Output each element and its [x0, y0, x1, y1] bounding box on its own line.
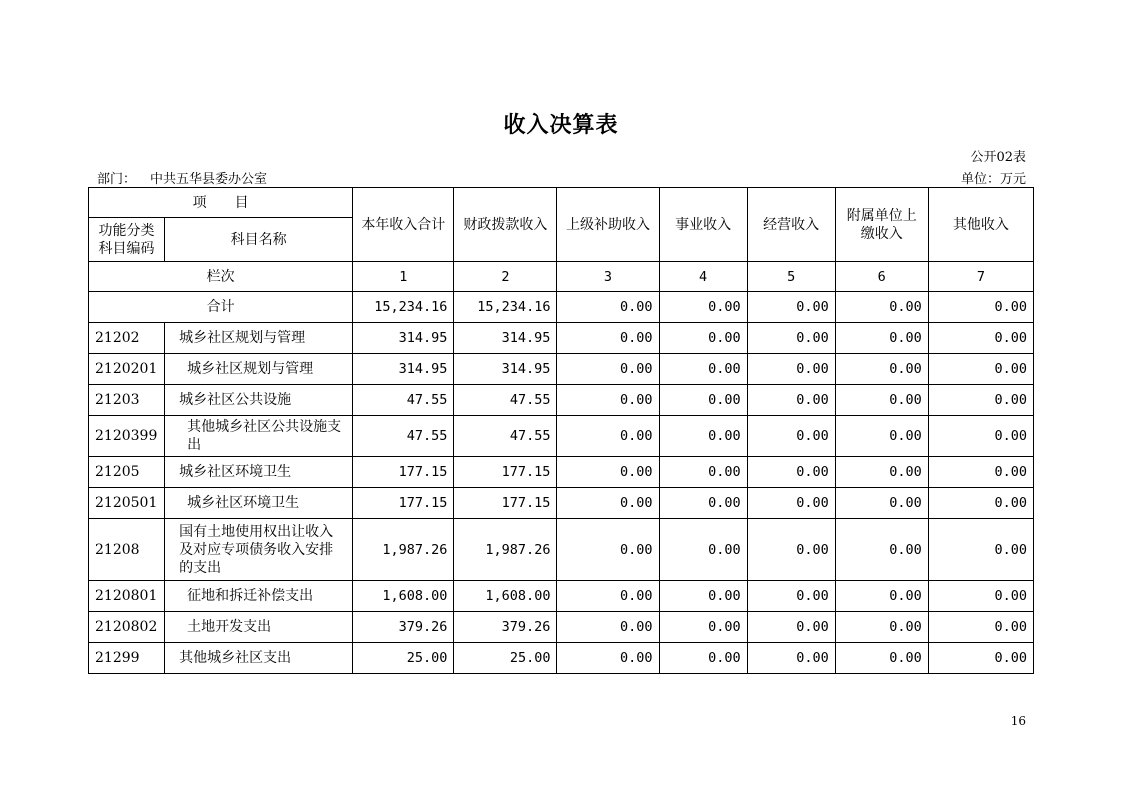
amount-cell: 0.00	[835, 612, 928, 643]
amount-cell: 0.00	[747, 457, 835, 488]
subject-name: 国有土地使用权出让收入及对应专项债务收入安排的支出	[165, 519, 353, 581]
subject-name: 其他城乡社区公共设施支出	[165, 416, 353, 457]
amount-cell: 314.95	[353, 354, 454, 385]
amount-cell: 0.00	[928, 612, 1033, 643]
amount-cell: 0.00	[835, 581, 928, 612]
amount-cell: 0.00	[747, 612, 835, 643]
subject-code: 2120501	[89, 488, 165, 519]
amount-cell: 0.00	[557, 457, 659, 488]
subject-name: 城乡社区环境卫生	[165, 457, 353, 488]
header-code: 功能分类 科目编码	[89, 218, 165, 262]
table-row	[89, 416, 1034, 457]
subject-code: 21203	[89, 385, 165, 416]
amount-cell: 177.15	[353, 488, 454, 519]
header-col-3: 上级补助收入	[557, 188, 659, 262]
amount-cell: 25.00	[353, 643, 454, 674]
amount-cell: 0.00	[928, 519, 1033, 581]
department-line	[97, 168, 267, 187]
table-row	[89, 354, 1034, 385]
amount-cell: 0.00	[835, 385, 928, 416]
report-title: 收入决算表	[503, 112, 619, 138]
amount-cell: 0.00	[928, 643, 1033, 674]
table-row	[89, 581, 1034, 612]
col-number: 5	[747, 262, 835, 292]
table-row	[89, 612, 1034, 643]
amount-cell: 0.00	[835, 457, 928, 488]
amount-cell: 0.00	[835, 323, 928, 354]
income-table	[88, 187, 1034, 674]
total-value: 15,234.16	[353, 292, 454, 323]
header-project: 项 目	[89, 188, 353, 218]
amount-cell: 0.00	[557, 385, 659, 416]
subject-code: 21299	[89, 643, 165, 674]
amount-cell: 0.00	[747, 416, 835, 457]
header-row-1	[89, 188, 1034, 218]
amount-cell: 0.00	[557, 519, 659, 581]
amount-cell: 0.00	[747, 519, 835, 581]
row-label: 栏次	[89, 262, 353, 292]
subject-code: 2120802	[89, 612, 165, 643]
amount-cell: 0.00	[747, 385, 835, 416]
total-value: 0.00	[835, 292, 928, 323]
subject-code: 2120201	[89, 354, 165, 385]
amount-cell: 0.00	[747, 488, 835, 519]
amount-cell: 47.55	[454, 385, 557, 416]
total-value: 0.00	[747, 292, 835, 323]
amount-cell: 1,987.26	[353, 519, 454, 581]
amount-cell: 0.00	[835, 416, 928, 457]
col-number: 2	[454, 262, 557, 292]
amount-cell: 314.95	[454, 323, 557, 354]
amount-cell: 0.00	[928, 354, 1033, 385]
table-row	[89, 643, 1034, 674]
header-col-1: 本年收入合计	[353, 188, 454, 262]
total-row	[89, 292, 1034, 323]
amount-cell: 0.00	[557, 416, 659, 457]
header-name: 科目名称	[165, 218, 353, 262]
amount-cell: 1,608.00	[454, 581, 557, 612]
total-value: 0.00	[659, 292, 747, 323]
amount-cell: 0.00	[557, 488, 659, 519]
col-number: 4	[659, 262, 747, 292]
header-col-5: 经营收入	[747, 188, 835, 262]
amount-cell: 0.00	[928, 416, 1033, 457]
amount-cell: 47.55	[454, 416, 557, 457]
subject-code: 21205	[89, 457, 165, 488]
amount-cell: 1,608.00	[353, 581, 454, 612]
amount-cell: 0.00	[557, 612, 659, 643]
amount-cell: 0.00	[659, 519, 747, 581]
header-col-7: 其他收入	[928, 188, 1033, 262]
amount-cell: 177.15	[454, 457, 557, 488]
amount-cell: 0.00	[557, 643, 659, 674]
subject-name: 其他城乡社区支出	[165, 643, 353, 674]
table-row	[89, 323, 1034, 354]
amount-cell: 314.95	[454, 354, 557, 385]
amount-cell: 47.55	[353, 416, 454, 457]
table-row	[89, 488, 1034, 519]
amount-cell: 1,987.26	[454, 519, 557, 581]
amount-cell: 25.00	[454, 643, 557, 674]
subject-name: 城乡社区公共设施	[165, 385, 353, 416]
total-value: 0.00	[928, 292, 1033, 323]
col-number: 6	[835, 262, 928, 292]
amount-cell: 0.00	[747, 643, 835, 674]
amount-cell: 0.00	[747, 354, 835, 385]
amount-cell: 0.00	[835, 643, 928, 674]
table-row	[89, 519, 1034, 581]
subject-name: 城乡社区规划与管理	[165, 354, 353, 385]
amount-cell: 177.15	[353, 457, 454, 488]
subject-name: 土地开发支出	[165, 612, 353, 643]
subject-code: 21208	[89, 519, 165, 581]
amount-cell: 314.95	[353, 323, 454, 354]
amount-cell: 47.55	[353, 385, 454, 416]
total-value: 0.00	[557, 292, 659, 323]
amount-cell: 177.15	[454, 488, 557, 519]
form-number: 公开02表	[970, 150, 1026, 165]
amount-cell: 0.00	[928, 385, 1033, 416]
subject-code: 2120801	[89, 581, 165, 612]
amount-cell: 0.00	[659, 581, 747, 612]
amount-cell: 0.00	[835, 354, 928, 385]
amount-cell: 0.00	[659, 354, 747, 385]
subject-code: 2120399	[89, 416, 165, 457]
amount-cell: 0.00	[928, 581, 1033, 612]
amount-cell: 0.00	[659, 612, 747, 643]
amount-cell: 0.00	[659, 488, 747, 519]
amount-cell: 0.00	[557, 323, 659, 354]
amount-cell: 0.00	[659, 643, 747, 674]
amount-cell: 0.00	[835, 488, 928, 519]
col-number: 7	[928, 262, 1033, 292]
total-value: 15,234.16	[454, 292, 557, 323]
unit-label: 单位：万元	[960, 172, 1026, 187]
subject-name: 城乡社区环境卫生	[165, 488, 353, 519]
table-row	[89, 457, 1034, 488]
header-col-6: 附属单位上 缴收入	[835, 188, 928, 262]
col-number: 1	[353, 262, 454, 292]
subject-code: 21202	[89, 323, 165, 354]
subject-name: 城乡社区规划与管理	[165, 323, 353, 354]
amount-cell: 0.00	[835, 519, 928, 581]
amount-cell: 0.00	[928, 488, 1033, 519]
amount-cell: 0.00	[659, 385, 747, 416]
amount-cell: 379.26	[353, 612, 454, 643]
amount-cell: 0.00	[659, 323, 747, 354]
header-col-2: 财政拨款收入	[454, 188, 557, 262]
department-value: 中共五华县委办公室	[150, 172, 268, 187]
amount-cell: 0.00	[557, 581, 659, 612]
amount-cell: 0.00	[659, 457, 747, 488]
amount-cell: 0.00	[659, 416, 747, 457]
amount-cell: 0.00	[557, 354, 659, 385]
amount-cell: 379.26	[454, 612, 557, 643]
amount-cell: 0.00	[747, 323, 835, 354]
page-number: 16	[1010, 714, 1026, 728]
department-label: 部门：	[97, 172, 137, 187]
subject-name: 征地和拆迁补偿支出	[165, 581, 353, 612]
column-number-row	[89, 262, 1034, 292]
total-label: 合计	[89, 292, 353, 323]
amount-cell: 0.00	[747, 581, 835, 612]
col-number: 3	[557, 262, 659, 292]
amount-cell: 0.00	[928, 457, 1033, 488]
table-row	[89, 385, 1034, 416]
header-col-4: 事业收入	[659, 188, 747, 262]
amount-cell: 0.00	[928, 323, 1033, 354]
